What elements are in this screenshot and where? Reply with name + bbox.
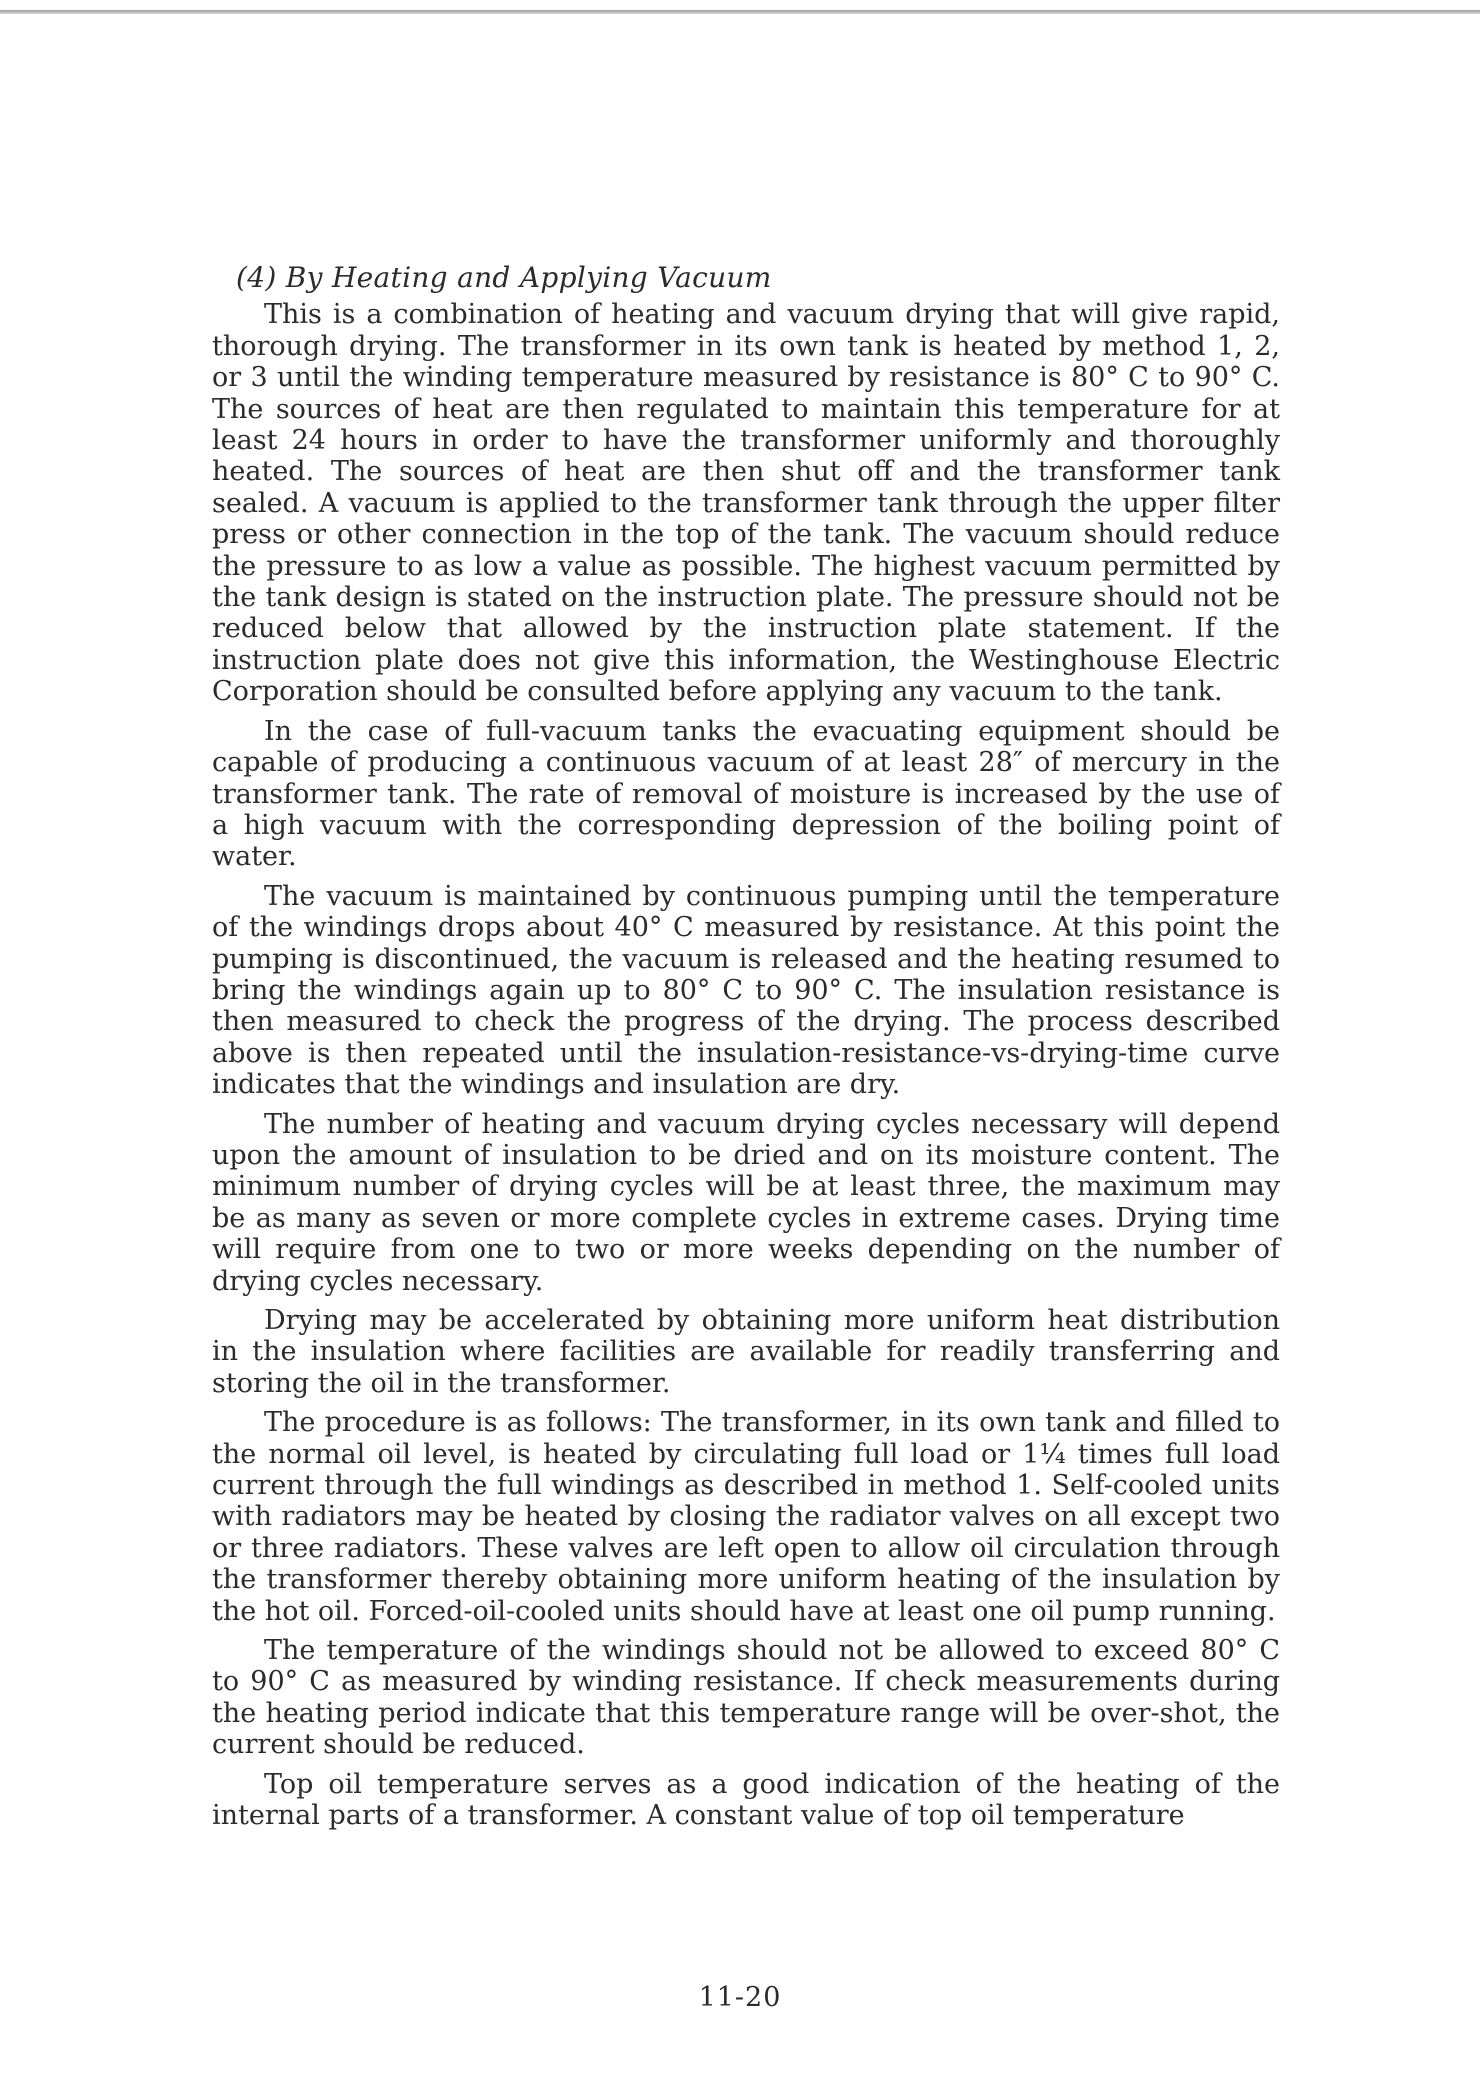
paragraph-vacuum-cycle: The vacuum is maintained by continuous pumping until the temperature of the windings drops about 40° C measured by resistance. At this point the pumping is discontinued, the vacuum is released and the heating resumed to bring the windings again up to 80° C to 90° C. The insulation resistance is then measured to check the progress of the drying. The process described above is then repeated until the insulation-resistance-vs-drying-time curve indicates that the windings and insulation are dry.	[212, 880, 1280, 1101]
paragraph-heating-vacuum-intro: This is a combination of heating and vacuum drying that will give rapid, thorough drying. The transformer in its own tank is heated by method 1, 2, or 3 until the winding temperature measured by resistance is 80° C to 90° C. The sources of heat are then regulated to maintain this temperature for at least 24 hours in order to have the transformer uniformly and thoroughly heated. The sources of heat are then shut off and the transformer tank sealed. A vacuum is applied to the transformer tank through the upper filter press or other connection in the top of the tank. The vacuum should reduce the pressure to as low a value as possible. The highest vacuum permitted by the tank design is stated on the instruction plate. The pressure should not be reduced below that allowed by the instruction plate statement. If the instruction plate does not give this information, the Westinghouse Electric Corporation should be consulted before applying any vacuum to the tank.	[212, 299, 1280, 708]
paragraph-temperature-limit: The temperature of the windings should not be allowed to exceed 80° C to 90° C as measured by winding resistance. If check measurements during the heating period indicate that this temperature range will be over-shot, the current should be reduced.	[212, 1635, 1280, 1761]
paragraph-accelerated-drying: Drying may be accelerated by obtaining more uniform heat distribution in the insulation where facilities are available for readily transferring and storing the oil in the transformer.	[212, 1305, 1280, 1399]
paragraph-full-vacuum-tanks: In the case of full-vacuum tanks the evacuating equipment should be capable of producing a continuous vacuum of at least 28″ of mercury in the transformer tank. The rate of removal of moisture is increased by the use of a high vacuum with the corresponding depression of the boiling point of water.	[212, 715, 1280, 873]
page-body	[212, 262, 1280, 1840]
scan-top-edge	[0, 10, 1480, 14]
paragraph-drying-cycles: The number of heating and vacuum drying cycles necessary will depend upon the amount of insulation to be dried and on its moisture content. The minimum number of drying cycles will be at least three, the maximum may be as many as seven or more complete cycles in extreme cases. Drying time will require from one to two or more weeks depending on the number of drying cycles necessary.	[212, 1108, 1280, 1297]
section-heading: (4) By Heating and Applying Vacuum	[236, 261, 772, 294]
page-number: 11-20	[698, 1982, 782, 2013]
paragraph-procedure: The procedure is as follows: The transformer, in its own tank and filled to the normal oil level, is heated by circulating full load or 1¼ times full load current through the full windings as described in method 1. Self-cooled units with radiators may be heated by closing the radiator valves on all except two or three radiators. These valves are left open to allow oil circulation through the transformer thereby obtaining more uniform heating of the insulation by the hot oil. Forced-oil-cooled units should have at least one oil pump running.	[212, 1407, 1280, 1627]
paragraph-top-oil-temperature: Top oil temperature serves as a good indication of the heating of the internal parts of a transformer. A constant value of top oil temperature	[212, 1768, 1280, 1832]
